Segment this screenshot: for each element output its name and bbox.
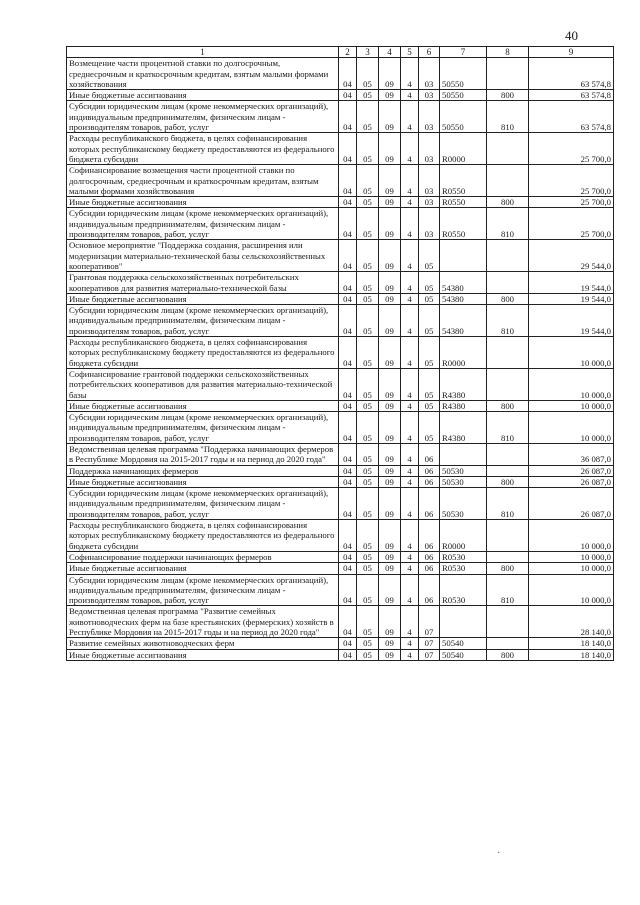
cell-c6: 06 — [419, 520, 440, 552]
cell-c9: 63 574,8 — [529, 101, 614, 133]
cell-c8: 800 — [487, 400, 529, 411]
row-name: Иные бюджетные ассигнования — [67, 563, 339, 574]
cell-c4: 09 — [379, 563, 401, 574]
cell-c8: 810 — [487, 488, 529, 520]
cell-c6: 05 — [419, 337, 440, 369]
cell-c9: 19 544,0 — [529, 272, 614, 294]
row-name: Софинансирование грантовой поддержки сельскохозяйственных потребительских кооперативов для развития материально-технической базы — [67, 368, 339, 400]
cell-c2: 04 — [339, 400, 357, 411]
cell-c7 — [440, 443, 487, 465]
cell-c8 — [487, 465, 529, 476]
table-row — [67, 165, 614, 197]
cell-c4: 09 — [379, 443, 401, 465]
cell-c9: 25 700,0 — [529, 208, 614, 240]
column-header: 8 — [487, 47, 529, 58]
column-header: 1 — [67, 47, 339, 58]
cell-c5: 4 — [401, 563, 419, 574]
cell-c6: 05 — [419, 272, 440, 294]
cell-c6: 07 — [419, 606, 440, 638]
cell-c3: 05 — [357, 197, 379, 208]
cell-c5: 4 — [401, 165, 419, 197]
cell-c2: 04 — [339, 488, 357, 520]
cell-c4: 09 — [379, 293, 401, 304]
cell-c3: 05 — [357, 101, 379, 133]
cell-c8: 800 — [487, 90, 529, 101]
cell-c9: 10 000,0 — [529, 400, 614, 411]
cell-c6: 05 — [419, 412, 440, 444]
cell-c3: 05 — [357, 272, 379, 294]
cell-c2: 04 — [339, 208, 357, 240]
cell-c7: R0550 — [440, 208, 487, 240]
cell-c2: 04 — [339, 337, 357, 369]
row-name: Расходы республиканского бюджета, в целях софинансирования которых республиканскому бюджету предоставляются из федерального бюджета субсидии — [67, 520, 339, 552]
cell-c8 — [487, 272, 529, 294]
table-row — [67, 638, 614, 649]
cell-c7 — [440, 240, 487, 272]
cell-c6: 07 — [419, 649, 440, 660]
cell-c2: 04 — [339, 101, 357, 133]
table-row — [67, 208, 614, 240]
row-name: Софинансирование возмещения части процентной ставки по долгосрочным, среднесрочным и краткосрочным кредитам, взятым малыми формами хозяйствования — [67, 165, 339, 197]
cell-c6: 06 — [419, 574, 440, 606]
cell-c7: 50530 — [440, 488, 487, 520]
cell-c3: 05 — [357, 520, 379, 552]
cell-c7: R4380 — [440, 412, 487, 444]
cell-c7 — [440, 606, 487, 638]
cell-c4: 09 — [379, 400, 401, 411]
cell-c6: 05 — [419, 305, 440, 337]
cell-c3: 05 — [357, 337, 379, 369]
cell-c6: 06 — [419, 551, 440, 562]
table-row — [67, 368, 614, 400]
cell-c9: 28 140,0 — [529, 606, 614, 638]
cell-c5: 4 — [401, 606, 419, 638]
cell-c6: 03 — [419, 58, 440, 90]
cell-c8 — [487, 133, 529, 165]
cell-c9: 36 087,0 — [529, 443, 614, 465]
cell-c9: 18 140,0 — [529, 638, 614, 649]
cell-c8: 810 — [487, 208, 529, 240]
cell-c4: 09 — [379, 465, 401, 476]
row-name: Иные бюджетные ассигнования — [67, 649, 339, 660]
cell-c3: 05 — [357, 208, 379, 240]
cell-c2: 04 — [339, 90, 357, 101]
table-row — [67, 488, 614, 520]
cell-c6: 06 — [419, 563, 440, 574]
cell-c6: 05 — [419, 293, 440, 304]
cell-c7: R0550 — [440, 197, 487, 208]
page-number: 40 — [565, 28, 578, 43]
cell-c5: 4 — [401, 305, 419, 337]
cell-c3: 05 — [357, 90, 379, 101]
cell-c6: 06 — [419, 476, 440, 487]
cell-c4: 09 — [379, 337, 401, 369]
row-name: Основное мероприятие "Поддержка создания, расширения или модернизации материально-технической базы сельскохозяйственных кооперативов" — [67, 240, 339, 272]
cell-c2: 04 — [339, 412, 357, 444]
cell-c7: R0530 — [440, 574, 487, 606]
table-row — [67, 400, 614, 411]
cell-c8: 800 — [487, 293, 529, 304]
cell-c7: R0550 — [440, 165, 487, 197]
column-header: 9 — [529, 47, 614, 58]
table-row — [67, 101, 614, 133]
cell-c2: 04 — [339, 476, 357, 487]
cell-c8 — [487, 165, 529, 197]
cell-c8 — [487, 551, 529, 562]
cell-c8: 800 — [487, 649, 529, 660]
cell-c7: 54380 — [440, 293, 487, 304]
cell-c6: 06 — [419, 465, 440, 476]
cell-c9: 10 000,0 — [529, 337, 614, 369]
cell-c5: 4 — [401, 488, 419, 520]
cell-c9: 19 544,0 — [529, 305, 614, 337]
cell-c3: 05 — [357, 563, 379, 574]
table-body — [67, 58, 614, 661]
cell-c6: 06 — [419, 443, 440, 465]
cell-c6: 03 — [419, 208, 440, 240]
table-row — [67, 58, 614, 90]
cell-c8 — [487, 337, 529, 369]
table-row — [67, 197, 614, 208]
cell-c7: 50530 — [440, 465, 487, 476]
column-header: 2 — [339, 47, 357, 58]
row-name: Субсидии юридическим лицам (кроме некоммерческих организаций), индивидуальным предпринимателям, физическим лицам - производителям товаров, работ, услуг — [67, 305, 339, 337]
cell-c9: 25 700,0 — [529, 133, 614, 165]
cell-c3: 05 — [357, 412, 379, 444]
cell-c9: 26 087,0 — [529, 465, 614, 476]
cell-c9: 10 000,0 — [529, 520, 614, 552]
cell-c2: 04 — [339, 465, 357, 476]
column-header: 5 — [401, 47, 419, 58]
cell-c9: 25 700,0 — [529, 197, 614, 208]
cell-c4: 09 — [379, 520, 401, 552]
cell-c2: 04 — [339, 165, 357, 197]
cell-c4: 09 — [379, 305, 401, 337]
row-name: Иные бюджетные ассигнования — [67, 293, 339, 304]
cell-c3: 05 — [357, 293, 379, 304]
cell-c3: 05 — [357, 133, 379, 165]
cell-c4: 09 — [379, 90, 401, 101]
cell-c3: 05 — [357, 638, 379, 649]
cell-c4: 09 — [379, 101, 401, 133]
row-name: Ведомственная целевая программа "Развитие семейных животноводческих ферм на базе крестьянских (фермерских) хозяйств в Республике Мордовия на 2015-2017 годы и на период до 2020 года" — [67, 606, 339, 638]
cell-c2: 04 — [339, 368, 357, 400]
cell-c5: 4 — [401, 465, 419, 476]
cell-c7: 50550 — [440, 90, 487, 101]
table-row — [67, 240, 614, 272]
cell-c5: 4 — [401, 101, 419, 133]
cell-c5: 4 — [401, 443, 419, 465]
cell-c9: 10 000,0 — [529, 368, 614, 400]
cell-c8: 800 — [487, 563, 529, 574]
row-name: Иные бюджетные ассигнования — [67, 197, 339, 208]
cell-c9: 10 000,0 — [529, 412, 614, 444]
cell-c2: 04 — [339, 58, 357, 90]
cell-c7: 54380 — [440, 305, 487, 337]
cell-c4: 09 — [379, 476, 401, 487]
row-name: Иные бюджетные ассигнования — [67, 400, 339, 411]
cell-c7: 50540 — [440, 638, 487, 649]
cell-c7: 50530 — [440, 476, 487, 487]
cell-c7: 50550 — [440, 58, 487, 90]
cell-c5: 4 — [401, 240, 419, 272]
cell-c3: 05 — [357, 606, 379, 638]
cell-c3: 05 — [357, 465, 379, 476]
cell-c9: 25 700,0 — [529, 165, 614, 197]
cell-c4: 09 — [379, 488, 401, 520]
cell-c4: 09 — [379, 208, 401, 240]
row-name: Субсидии юридическим лицам (кроме некоммерческих организаций), индивидуальным предпринимателям, физическим лицам - производителям товаров, работ, услуг — [67, 574, 339, 606]
cell-c4: 09 — [379, 638, 401, 649]
cell-c5: 4 — [401, 337, 419, 369]
row-name: Субсидии юридическим лицам (кроме некоммерческих организаций), индивидуальным предпринимателям, физическим лицам - производителям товаров, работ, услуг — [67, 208, 339, 240]
cell-c3: 05 — [357, 649, 379, 660]
cell-c7: R0000 — [440, 133, 487, 165]
row-name: Грантовая поддержка сельскохозяйственных потребительских кооперативов для развития материально-технической базы — [67, 272, 339, 294]
cell-c5: 4 — [401, 520, 419, 552]
cell-c8: 800 — [487, 476, 529, 487]
row-name: Поддержка начинающих фермеров — [67, 465, 339, 476]
column-header: 3 — [357, 47, 379, 58]
cell-c2: 04 — [339, 551, 357, 562]
cell-c5: 4 — [401, 133, 419, 165]
cell-c9: 10 000,0 — [529, 551, 614, 562]
row-name: Расходы республиканского бюджета, в целях софинансирования которых республиканскому бюджету предоставляются из федерального бюджета субсидии — [67, 133, 339, 165]
cell-c4: 09 — [379, 197, 401, 208]
table-row — [67, 563, 614, 574]
table-row — [67, 649, 614, 660]
cell-c5: 4 — [401, 293, 419, 304]
cell-c9: 10 000,0 — [529, 574, 614, 606]
column-header: 6 — [419, 47, 440, 58]
cell-c3: 05 — [357, 551, 379, 562]
row-name: Иные бюджетные ассигнования — [67, 476, 339, 487]
cell-c5: 4 — [401, 58, 419, 90]
cell-c3: 05 — [357, 443, 379, 465]
cell-c6: 06 — [419, 488, 440, 520]
cell-c2: 04 — [339, 606, 357, 638]
cell-c8 — [487, 368, 529, 400]
cell-c8 — [487, 443, 529, 465]
cell-c6: 05 — [419, 368, 440, 400]
table-row — [67, 606, 614, 638]
cell-c7: 50540 — [440, 649, 487, 660]
cell-c3: 05 — [357, 58, 379, 90]
cell-c6: 03 — [419, 101, 440, 133]
row-name: Расходы республиканского бюджета, в целях софинансирования которых республиканскому бюджету предоставляются из федерального бюджета субсидии — [67, 337, 339, 369]
cell-c8 — [487, 638, 529, 649]
cell-c8 — [487, 58, 529, 90]
cell-c2: 04 — [339, 563, 357, 574]
cell-c7: 50550 — [440, 101, 487, 133]
cell-c8 — [487, 240, 529, 272]
cell-c4: 09 — [379, 368, 401, 400]
cell-c2: 04 — [339, 520, 357, 552]
cell-c5: 4 — [401, 272, 419, 294]
cell-c2: 04 — [339, 443, 357, 465]
cell-c2: 04 — [339, 574, 357, 606]
cell-c2: 04 — [339, 197, 357, 208]
cell-c8: 810 — [487, 305, 529, 337]
row-name: Субсидии юридическим лицам (кроме некоммерческих организаций), индивидуальным предпринимателям, физическим лицам - производителям товаров, работ, услуг — [67, 488, 339, 520]
budget-table — [66, 46, 614, 661]
cell-c4: 09 — [379, 165, 401, 197]
cell-c6: 03 — [419, 133, 440, 165]
cell-c6: 03 — [419, 90, 440, 101]
header-row — [67, 47, 614, 58]
cell-c6: 03 — [419, 165, 440, 197]
row-name: Субсидии юридическим лицам (кроме некоммерческих организаций), индивидуальным предпринимателям, физическим лицам - производителям товаров, работ, услуг — [67, 101, 339, 133]
table-row — [67, 443, 614, 465]
row-name: Софинансирование поддержки начинающих фермеров — [67, 551, 339, 562]
cell-c4: 09 — [379, 551, 401, 562]
table-row — [67, 293, 614, 304]
cell-c3: 05 — [357, 240, 379, 272]
cell-c2: 04 — [339, 649, 357, 660]
table-row — [67, 465, 614, 476]
table-row — [67, 551, 614, 562]
cell-c9: 18 140,0 — [529, 649, 614, 660]
cell-c7: R0530 — [440, 551, 487, 562]
cell-c5: 4 — [401, 574, 419, 606]
cell-c3: 05 — [357, 488, 379, 520]
cell-c8: 810 — [487, 412, 529, 444]
cell-c4: 09 — [379, 649, 401, 660]
scan-speck: · — [497, 848, 501, 859]
cell-c5: 4 — [401, 476, 419, 487]
cell-c4: 09 — [379, 58, 401, 90]
table-row — [67, 476, 614, 487]
table-row — [67, 574, 614, 606]
table-row — [67, 337, 614, 369]
cell-c3: 05 — [357, 400, 379, 411]
row-name: Развитие семейных животноводческих ферм — [67, 638, 339, 649]
cell-c3: 05 — [357, 305, 379, 337]
cell-c5: 4 — [401, 208, 419, 240]
cell-c7: R4380 — [440, 368, 487, 400]
cell-c6: 05 — [419, 240, 440, 272]
cell-c3: 05 — [357, 476, 379, 487]
cell-c5: 4 — [401, 638, 419, 649]
cell-c7: R0000 — [440, 520, 487, 552]
cell-c8: 810 — [487, 101, 529, 133]
table-row — [67, 90, 614, 101]
cell-c2: 04 — [339, 638, 357, 649]
cell-c9: 29 544,0 — [529, 240, 614, 272]
cell-c5: 4 — [401, 400, 419, 411]
cell-c9: 26 087,0 — [529, 488, 614, 520]
table-row — [67, 305, 614, 337]
cell-c3: 05 — [357, 368, 379, 400]
cell-c8 — [487, 520, 529, 552]
cell-c6: 03 — [419, 197, 440, 208]
column-header: 7 — [440, 47, 487, 58]
cell-c8: 810 — [487, 574, 529, 606]
row-name: Ведомственная целевая программа "Поддержка начинающих фермеров в Республике Мордовия на 2015-2017 годы и на период до 2020 года" — [67, 443, 339, 465]
cell-c8: 800 — [487, 197, 529, 208]
table-row — [67, 272, 614, 294]
cell-c7: R0530 — [440, 563, 487, 574]
cell-c3: 05 — [357, 165, 379, 197]
cell-c4: 09 — [379, 240, 401, 272]
cell-c2: 04 — [339, 272, 357, 294]
table-row — [67, 133, 614, 165]
cell-c9: 26 087,0 — [529, 476, 614, 487]
cell-c4: 09 — [379, 272, 401, 294]
row-name: Возмещение части процентной ставки по долгосрочным, среднесрочным и краткосрочным кредитам, взятым малыми формами хозяйствования — [67, 58, 339, 90]
cell-c6: 05 — [419, 400, 440, 411]
cell-c2: 04 — [339, 133, 357, 165]
cell-c7: 54380 — [440, 272, 487, 294]
cell-c2: 04 — [339, 293, 357, 304]
row-name: Иные бюджетные ассигнования — [67, 90, 339, 101]
cell-c8 — [487, 606, 529, 638]
cell-c4: 09 — [379, 606, 401, 638]
cell-c7: R0000 — [440, 337, 487, 369]
cell-c4: 09 — [379, 412, 401, 444]
cell-c9: 63 574,8 — [529, 58, 614, 90]
row-name: Субсидии юридическим лицам (кроме некоммерческих организаций), индивидуальным предпринимателям, физическим лицам - производителям товаров, работ, услуг — [67, 412, 339, 444]
table-row — [67, 412, 614, 444]
column-header: 4 — [379, 47, 401, 58]
cell-c5: 4 — [401, 551, 419, 562]
cell-c2: 04 — [339, 240, 357, 272]
cell-c4: 09 — [379, 133, 401, 165]
cell-c5: 4 — [401, 649, 419, 660]
cell-c9: 63 574,8 — [529, 90, 614, 101]
cell-c5: 4 — [401, 90, 419, 101]
cell-c9: 10 000,0 — [529, 563, 614, 574]
cell-c5: 4 — [401, 197, 419, 208]
cell-c9: 19 544,0 — [529, 293, 614, 304]
cell-c5: 4 — [401, 368, 419, 400]
cell-c7: R4380 — [440, 400, 487, 411]
cell-c3: 05 — [357, 574, 379, 606]
cell-c2: 04 — [339, 305, 357, 337]
cell-c4: 09 — [379, 574, 401, 606]
table-row — [67, 520, 614, 552]
cell-c6: 07 — [419, 638, 440, 649]
cell-c5: 4 — [401, 412, 419, 444]
